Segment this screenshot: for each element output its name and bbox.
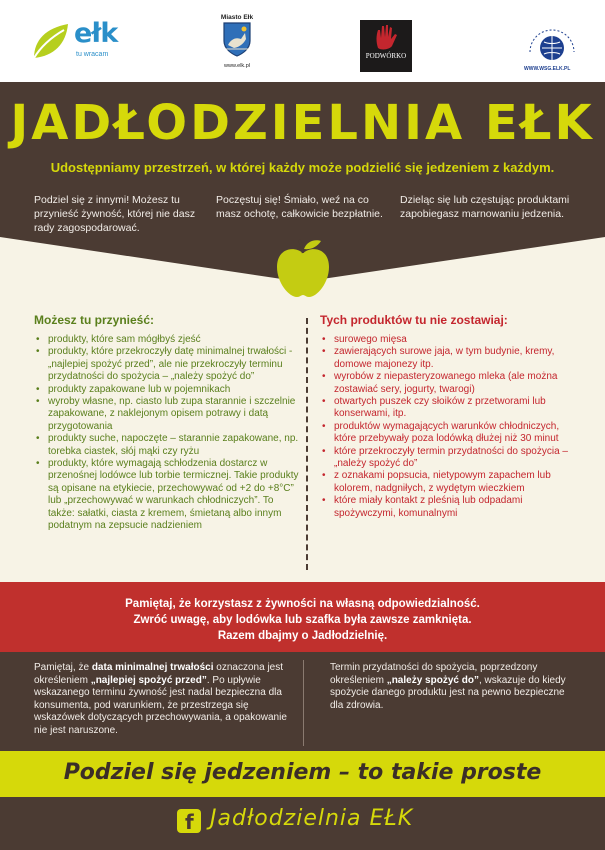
intro-share: Podziel się z innymi! Możesz tu przynieść żywność, której nie dasz rady zagospodarować. [34,194,196,234]
can-bring-list [34,334,299,533]
info-text: Termin przydatności do spożycia, poprzedzony określeniem [330,662,538,686]
elk-logo-tagline: tu wracam [76,51,109,58]
slogan: Podziel się jedzeniem – to takie proste [63,760,542,785]
info-bold: „należy spożyć do” [386,674,479,686]
intro-take: Poczęstuj się! Śmiało, weź na co masz ochotę, całkowicie bezpłatnie. [216,194,383,220]
facebook-glyph: f [185,810,194,834]
info-text: oznaczona jest określeniem [34,662,284,686]
list-item: • produkty, które przekroczyły datę minimalnej trwałości - „najlepiej spożyć przed”, ale nie przekroczyły terminu przydatności do spożycia – „należy spożyć do” [34,346,299,383]
list-item: • z oznakami popsucia, nietypowym zapachem lub kolorem, nadgniłych, z wydętym wieczkiem [320,470,582,495]
wsg-logo [520,22,584,74]
best-before-info [34,662,296,737]
elk-logo-word: ełk [74,18,118,49]
list-item: • które przekroczyły termin przydatności do spożycia – „należy spożyć do” [320,446,582,471]
notice-line: Razem dbajmy o Jadłodzielnię. [217,630,388,642]
info-bold: data minimalnej trwałości [91,662,214,673]
list-item: • wyroby własne, np. ciasto lub zupa starannie i szczelnie zapakowane, z naklejonym opisem potrawy i datą przygotowania [34,396,299,433]
crest-title: Miasto Ełk [220,14,254,21]
list-item: • surowego mięsa [320,334,582,346]
info-bold: „najlepiej spożyć przed” [90,674,207,686]
page-subtitle: Udostępniamy przestrzeń, w której każdy może podzielić się jedzeniem z każdym. [50,160,555,175]
do-not-leave-title: Tych produktów tu nie zostawiaj: [320,313,508,327]
use-by-info [330,662,580,712]
do-not-leave-list [320,334,582,520]
facebook-page-name[interactable]: Jadłodzielnia EŁK [210,806,414,831]
apple-icon [271,237,335,301]
coat-of-arms-icon [222,21,252,57]
list-item: • produkty zapakowane lub w pojemnikach [34,384,299,396]
list-item: • które miały kontakt z pleśnią lub odpadami spożywczymi, komunalnymi [320,495,582,520]
wsg-globe-icon [520,22,584,66]
leaf-icon [30,18,74,64]
info-text: . Po upływie wskazanego terminu żywność jest nadal bezpieczna dla konsumenta, pod warunkiem, że przestrzega się wskazówek dotyczących przechowywania, a opakowanie nie jest naruszone. [34,674,287,736]
list-item: • wyrobów z niepasteryzowanego mleka (ale można zostawiać sery, jogurty, twarogi) [320,371,582,396]
list-item: • produkty, które sam mógłbyś zjeść [34,334,299,346]
list-item: • otwartych puszek czy słoików z przetworami lub konserwami, itp. [320,396,582,421]
red-hand-icon [360,20,412,52]
list-item: • zawierających surowe jaja, w tym budynie, kremy, domowe majonezy itp. [320,346,582,371]
podworko-text: PODWÓRKO [365,52,407,60]
can-bring-title: Możesz tu przynieść: [34,313,155,327]
elk-tu-wracam-logo [30,18,140,68]
list-item: • produkty suche, napoczęte – starannie zapakowane, np. torebka ciastek, słój mąki czy ryżu [34,433,299,458]
facebook-icon[interactable] [177,809,201,833]
wsg-url: WWW.WSG.ELK.PL [524,66,571,72]
page-title: JADŁODZIELNIA EŁK [10,95,595,151]
miasto-elk-crest [212,14,262,76]
podworko-logo [360,20,412,72]
list-item: • produkty, które wymagają schłodzenia dostarcz w przenośnej lodówce lub torbie termicznej. Takie produkty są opisane na etykiecie, przechowywać od +2 do +8°C” lub „przechowywać w warunkach chłodniczych”. To także: sałatki, ciasta z kremem, śmietaną albo innym podatnym na zepsucie nadzieniem [34,458,299,532]
info-text: Pamiętaj, że [34,662,92,673]
intro-waste: Dzieląc się lub częstując produktami zapobiegasz marnowaniu jedzenia. [400,194,570,220]
logo-bar [0,0,605,82]
info-divider [303,660,304,746]
list-item: • produktów wymagających warunków chłodniczych, które przebywały poza lodówką dłużej niż 30 minut [320,421,582,446]
notice-line: Zwróć uwagę, aby lodówka lub szafka była zawsze zamknięta. [133,614,472,626]
info-text: , wskazuje do kiedy spożycie danego produktu jest na pewno bezpieczne dla zdrowia. [330,674,566,711]
dashed-divider [306,318,308,570]
notice-line: Pamiętaj, że korzystasz z żywności na własną odpowiedzialność. [125,598,480,610]
crest-url: www.elk.pl [224,63,250,69]
